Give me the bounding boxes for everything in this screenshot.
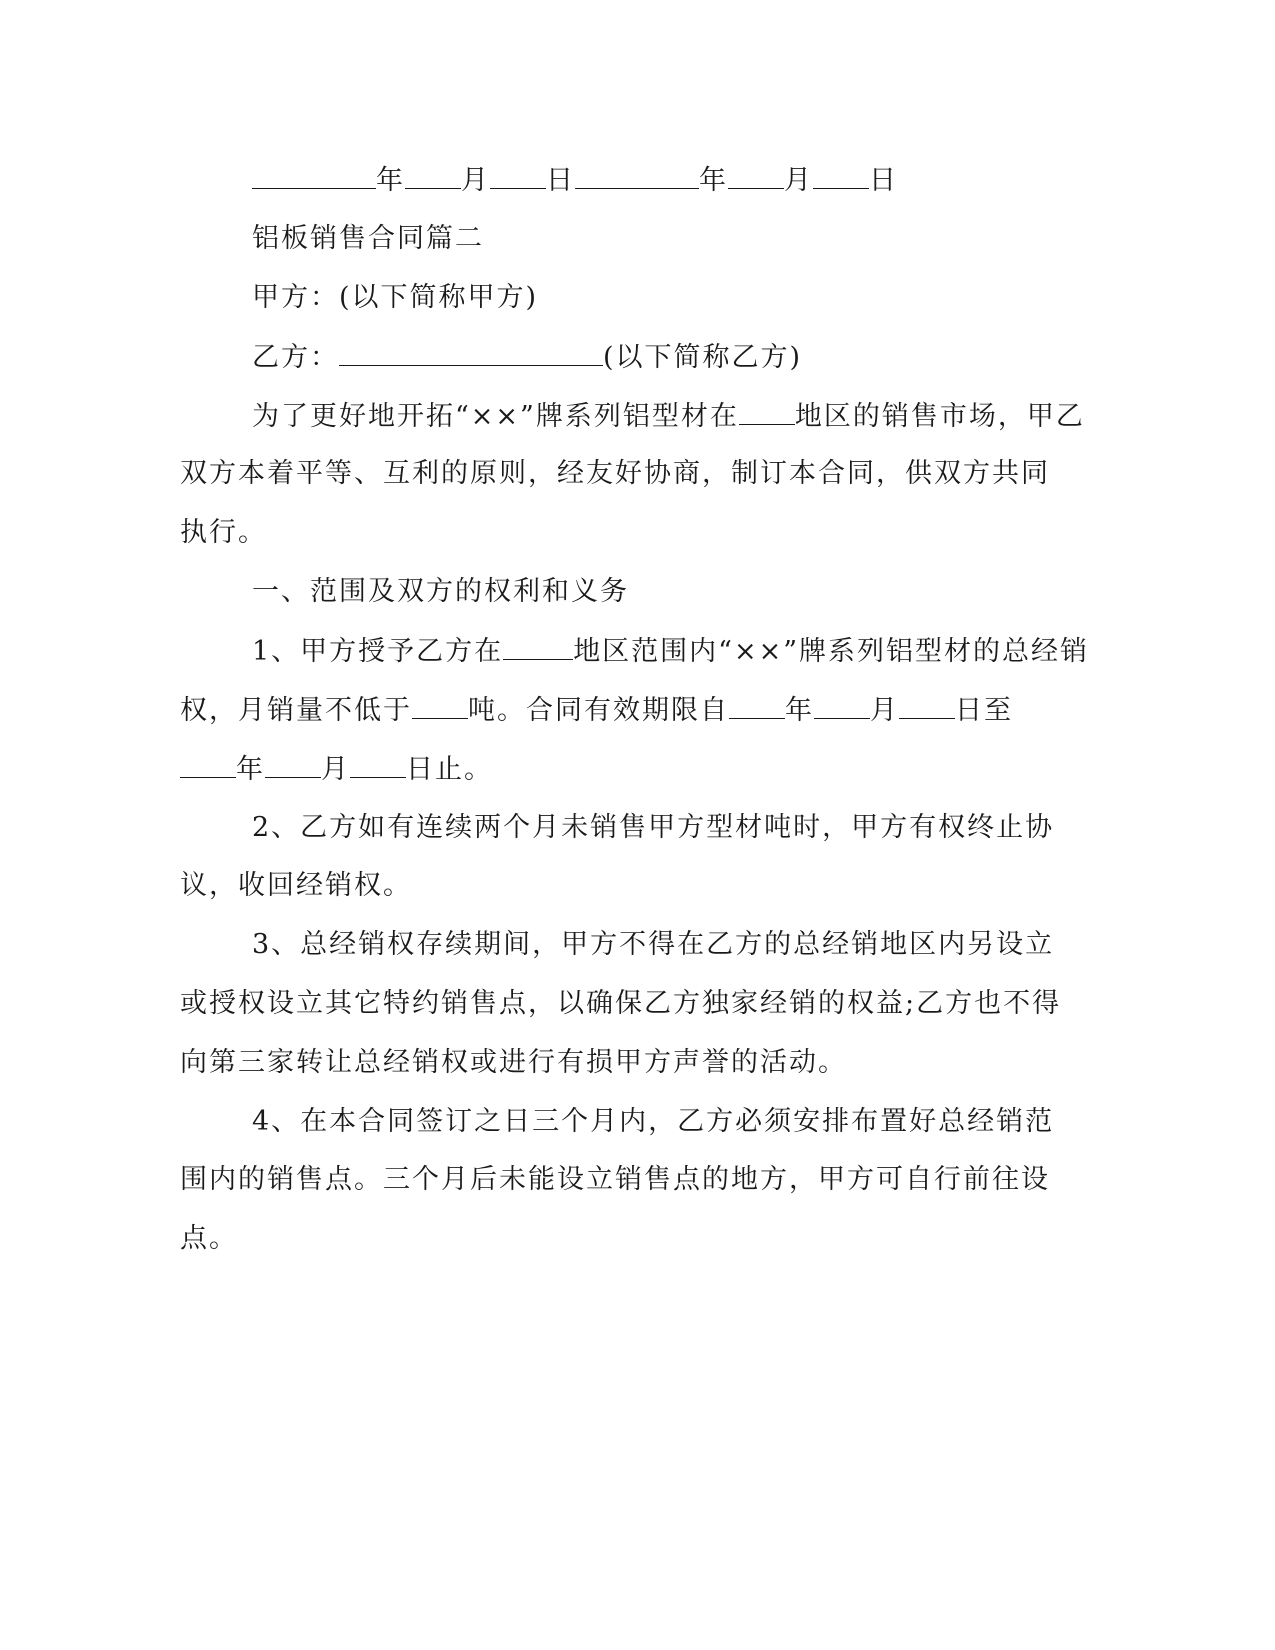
clause-text: 月 — [321, 754, 350, 785]
blank-field — [265, 747, 321, 778]
date-month-2: 月 — [784, 165, 813, 196]
clause-2-line-1: 2、乙方如有连续两个月未销售甲方型材吨时，甲方有权终止协 — [252, 812, 1055, 843]
party-a-line: 甲方：(以下简称甲方) — [252, 282, 539, 313]
clause-1-line-1 — [252, 629, 1089, 673]
clause-1-line-2 — [180, 688, 1013, 732]
intro-line-3: 执行。 — [180, 517, 267, 548]
blank-field — [575, 158, 699, 189]
blank-field — [412, 688, 468, 719]
clause-3-line-3: 向第三家转让总经销权或进行有损甲方声誉的活动。 — [180, 1047, 847, 1078]
blank-field — [490, 158, 546, 189]
clause-1-line-3 — [180, 747, 493, 791]
party-b-label: 乙方： — [252, 342, 339, 373]
intro-text: 地区的销售市场，甲乙 — [794, 401, 1085, 432]
date-day-1: 日 — [546, 165, 575, 196]
date-line — [252, 158, 898, 202]
blank-field — [739, 394, 795, 425]
blank-field — [405, 158, 461, 189]
date-day-2: 日 — [869, 165, 898, 196]
clause-4-line-3: 点。 — [180, 1223, 238, 1254]
blank-field — [339, 335, 603, 366]
blank-field — [899, 688, 955, 719]
date-month-1: 月 — [461, 165, 490, 196]
section-title: 一、范围及双方的权利和义务 — [252, 576, 629, 607]
clause-2-line-2: 议，收回经销权。 — [180, 870, 412, 901]
clause-text: 月 — [870, 695, 899, 726]
clause-text: 地区范围内“××”牌系列铝型材的总经销 — [573, 636, 1090, 667]
clause-3-line-2: 或授权设立其它特约销售点，以确保乙方独家经销的权益;乙方也不得 — [180, 988, 1062, 1019]
clause-text: 日止。 — [406, 754, 493, 785]
clause-text: 吨。合同有效期限自 — [468, 695, 729, 726]
blank-field — [180, 747, 236, 778]
clause-text: 1、甲方授予乙方在 — [252, 636, 504, 667]
clause-3-line-1: 3、总经销权存续期间，甲方不得在乙方的总经销地区内另设立 — [252, 929, 1055, 960]
clause-4-line-2: 围内的销售点。三个月后未能设立销售点的地方，甲方可自行前往设 — [180, 1164, 1050, 1195]
date-year-1: 年 — [376, 165, 405, 196]
intro-text: 为了更好地开拓“××”牌系列铝型材在 — [252, 401, 739, 432]
clause-text: 年 — [236, 754, 265, 785]
clause-text: 权，月销量不低于 — [180, 695, 412, 726]
blank-field — [729, 688, 785, 719]
blank-field — [350, 747, 406, 778]
document-heading: 铝板销售合同篇二 — [252, 223, 484, 254]
date-year-2: 年 — [699, 165, 728, 196]
blank-field — [813, 158, 869, 189]
intro-line-2: 双方本着平等、互利的原则，经友好协商，制订本合同，供双方共同 — [180, 458, 1050, 489]
blank-field — [252, 158, 376, 189]
party-b-line — [252, 335, 802, 379]
party-b-suffix: (以下简称乙方) — [603, 342, 803, 373]
clause-4-line-1: 4、在本合同签订之日三个月内，乙方必须安排布置好总经销范 — [252, 1106, 1055, 1137]
clause-text: 年 — [785, 695, 814, 726]
blank-field — [814, 688, 870, 719]
blank-field — [503, 629, 573, 660]
blank-field — [728, 158, 784, 189]
intro-line-1 — [252, 394, 1085, 438]
clause-text: 日至 — [955, 695, 1013, 726]
